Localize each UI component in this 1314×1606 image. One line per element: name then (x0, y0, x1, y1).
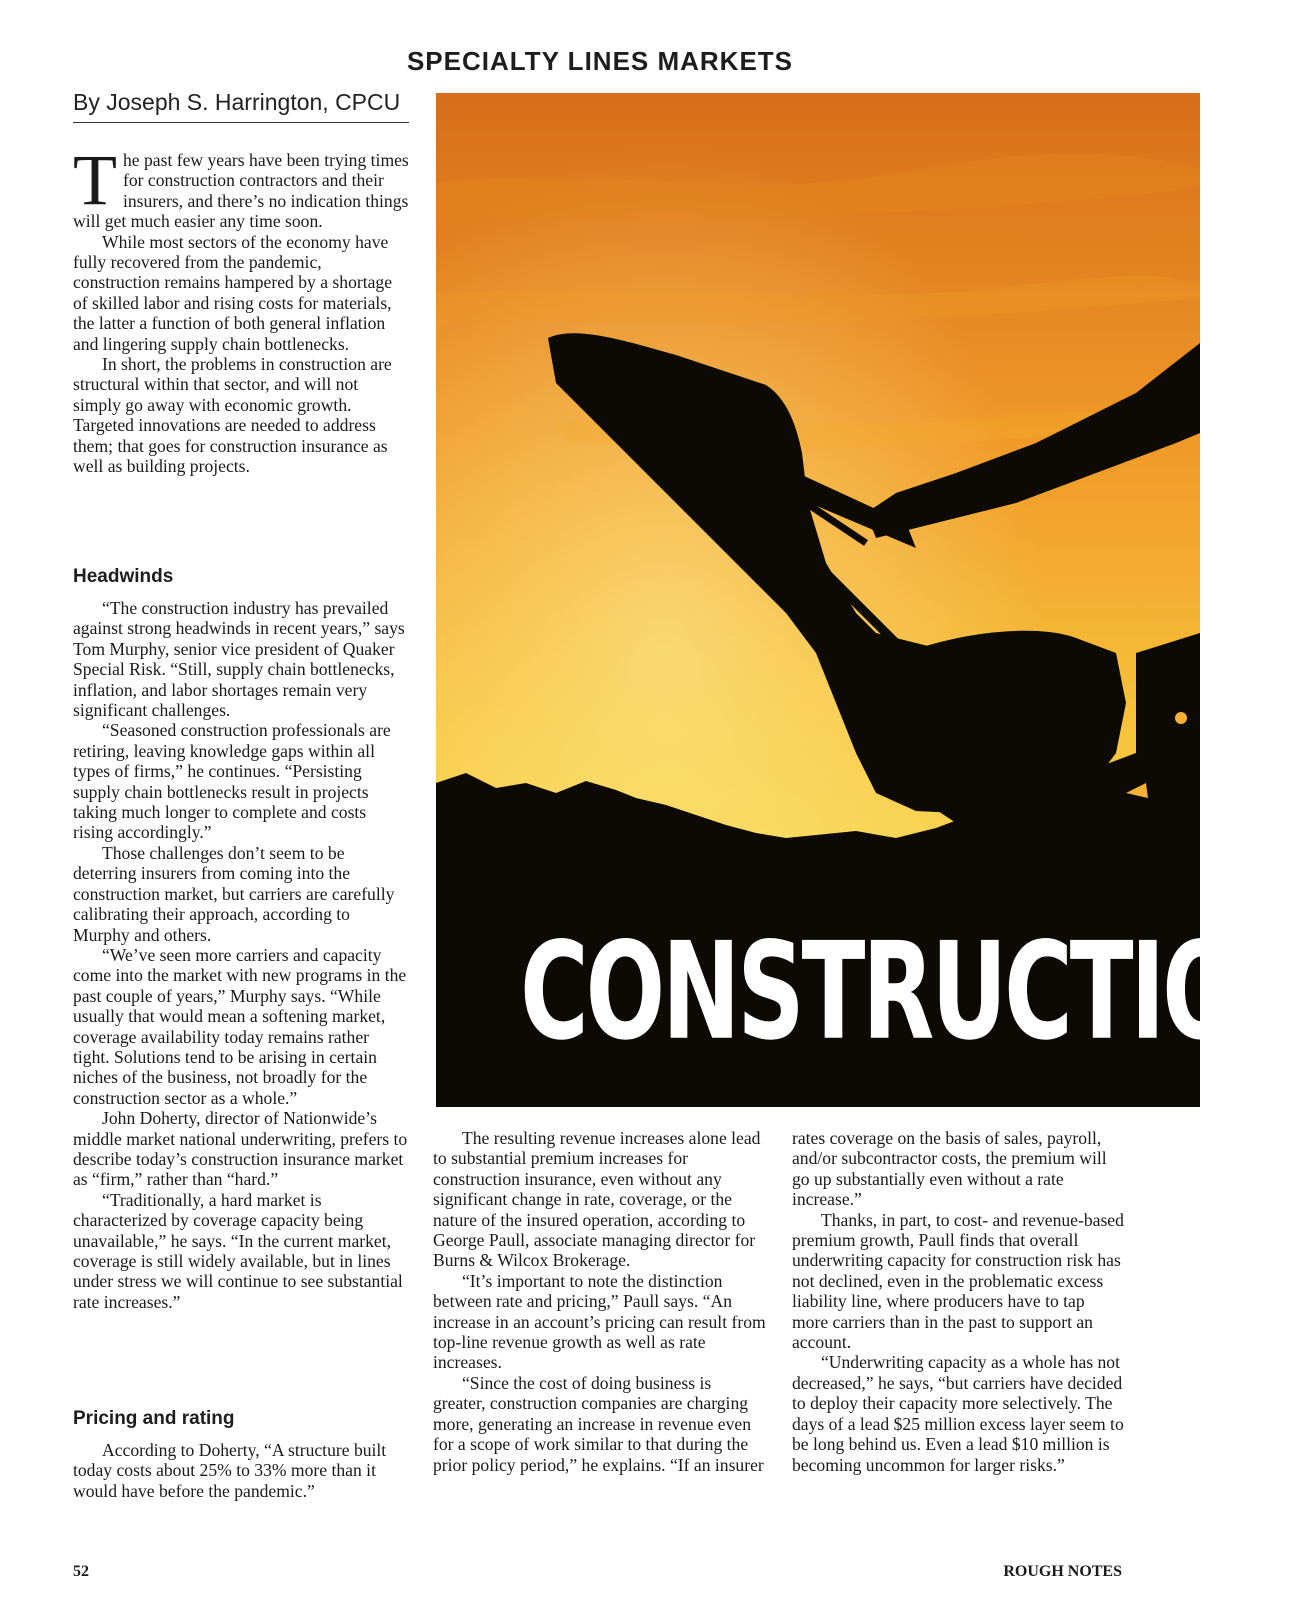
paragraph: “Underwriting capacity as a whole has not decreased,” he says, “but carriers have decided to deploy their capacity more selectively. The days of a lead $25 million excess layer seem to be long behind us. Even a lead $10 million is becoming uncommon for larger risks.” (792, 1352, 1124, 1475)
paragraph: In short, the problems in construction are structural within that sector, and will not simply go away with economic growth. Targeted innovations are needed to address them; that goes for construction insurance as well as building projects. (73, 354, 392, 477)
paragraph: “The construction industry has prevailed against strong headwinds in recent years,” says Tom Murphy, senior vice president of Quaker Special Risk. “Still, supply chain bottlenecks, inflation, and labor shortages remain very significant challenges. (73, 598, 405, 721)
article-column-1-pricing (73, 1440, 409, 1501)
article-column-1-headwinds (73, 598, 409, 1312)
section-label: SPECIALTY LINES MARKETS (406, 46, 794, 76)
paragraph: While most sectors of the economy have fully recovered from the pandemic, construction remains hampered by a shortage of skilled labor and rising costs for materials, the latter a function of both general inflation and lingering supply chain bottlenecks. (73, 231, 393, 354)
byline: By Joseph S. Harrington, CPCU (73, 89, 409, 123)
drop-cap: T (73, 140, 117, 220)
article-column-1 (73, 140, 409, 477)
magazine-name: ROUGH NOTES (1003, 1563, 1122, 1580)
article-column-3 (792, 1128, 1125, 1475)
hero-image (436, 93, 1314, 1107)
subhead-pricing-and-rating: Pricing and rating (73, 1408, 235, 1429)
paragraph: “Traditionally, a hard market is characterized by coverage capacity being unavailable,” he says. “In the current market, coverage is still widely available, but in lines under stress we will continue to see substantial rate increases.” (73, 1189, 403, 1312)
paragraph: “It’s important to note the distinction between rate and pricing,” Paull says. “An increase in an account’s pricing can result from top-line revenue growth as well as rate increases. (433, 1270, 766, 1373)
paragraph: he past few years have been trying times for construction contractors and their insurers, and there’s no indication things will get much easier any time soon. (73, 150, 409, 232)
paragraph: “Seasoned construction professionals are retiring, leaving knowledge gaps within all types of firms,” he continues. “Persisting supply chain bottlenecks result in projects taking much longer to complete and costs rising accordingly.” (73, 720, 391, 843)
paragraph: John Doherty, director of Nationwide’s middle market national underwriting, prefers to describe today’s construction insurance market as “firm,” rather than “hard.” (73, 1108, 408, 1190)
paragraph: Those challenges don’t seem to be deterring insurers from coming into the construction market, but carriers are carefully calibrating their approach, according to Murphy and others. (73, 842, 395, 945)
paragraph: rates coverage on the basis of sales, payroll, and/or subcontractor costs, the premium will go up substantially even without a rate increase.” (792, 1128, 1107, 1210)
paragraph: “Since the cost of doing business is greater, construction companies are charging more, generating an increase in revenue even for a scope of work similar to that during the prior policy period,” he explains. “If an insurer (433, 1372, 764, 1475)
subhead-headwinds: Headwinds (73, 566, 174, 587)
page-number: 52 (73, 1563, 89, 1580)
paragraph: According to Doherty, “A structure built today costs about 25% to 33% more than it would have before the pandemic.” (73, 1440, 387, 1501)
article-column-2 (433, 1128, 767, 1475)
paragraph: Thanks, in part, to cost- and revenue-based premium growth, Paull finds that overall underwriting capacity for construction risk has not declined, even in the problematic excess liability line, where producers have to tap more carriers than in the past to support an account. (792, 1209, 1124, 1353)
hero-title: CONSTRUCTION (520, 914, 1314, 1071)
paragraph: The resulting revenue increases alone lead to substantial premium increases for construction insurance, even without any significant change in rate, coverage, or the nature of the insured operation, according to George Paull, associate managing director for Burns & Wilcox Brokerage. (433, 1128, 761, 1271)
paragraph: “We’ve seen more carriers and capacity come into the market with new programs in the past couple of years,” Murphy says. “While usually that would mean a softening market, coverage availability today remains rather tight. Solutions tend to be arising in certain niches of the business, not broadly for the construction sector as a whole.” (73, 944, 407, 1108)
